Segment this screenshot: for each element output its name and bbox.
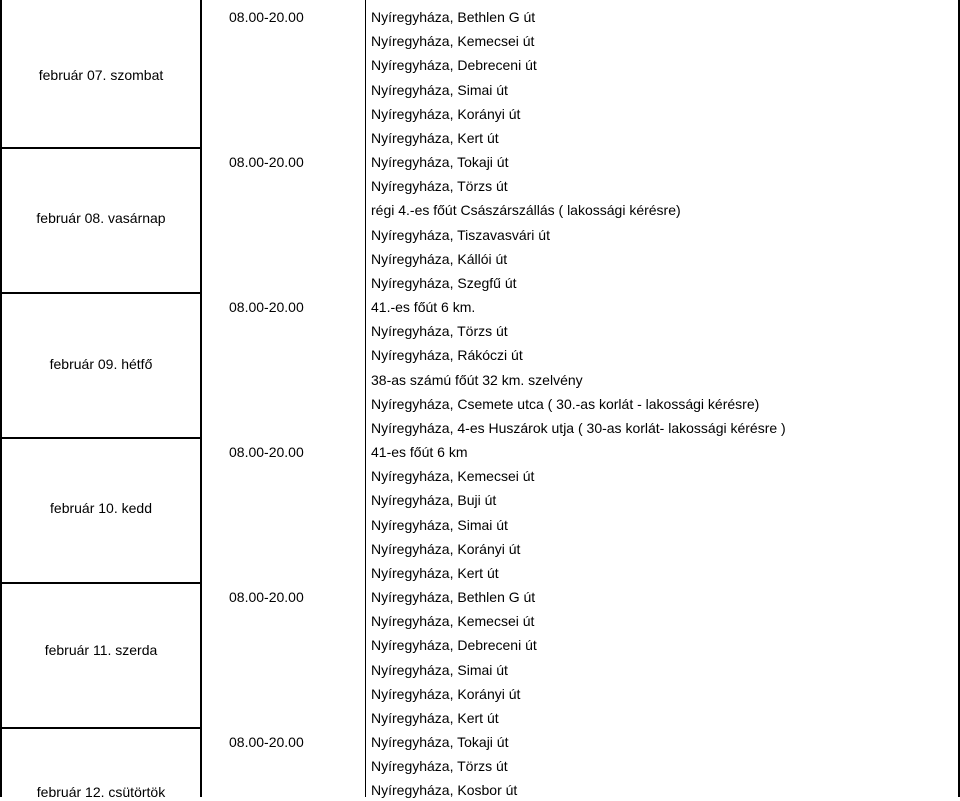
location-row: Nyíregyháza, Kert út	[371, 564, 499, 581]
location-row: Nyíregyháza, Törzs út	[371, 758, 508, 775]
location-row: Nyíregyháza, Tokaji út	[371, 734, 509, 751]
day-separator	[0, 582, 202, 584]
time-range: 08.00-20.00	[229, 734, 304, 751]
location-row: Nyíregyháza, Debreceni út	[371, 57, 537, 74]
location-row: Nyíregyháza, Kosbor út	[371, 782, 518, 799]
location-row: Nyíregyháza, Kemecsei út	[371, 613, 535, 630]
location-row: Nyíregyháza, Simai út	[371, 81, 508, 98]
time-range: 08.00-20.00	[229, 589, 304, 606]
day-separator	[0, 147, 202, 149]
day-label: február 11. szerda	[44, 642, 158, 658]
day-separator	[0, 727, 202, 729]
location-row: Nyíregyháza, Törzs út	[371, 323, 508, 340]
location-row: 38-as számú főút 32 km. szelvény	[371, 371, 583, 388]
location-row: Nyíregyháza, Debreceni út	[371, 637, 537, 654]
location-row: Nyíregyháza, Kert út	[371, 129, 499, 146]
location-row: Nyíregyháza, Korányi út	[371, 105, 521, 122]
location-row: 41.-es főút 6 km.	[371, 299, 476, 316]
time-range: 08.00-20.00	[229, 444, 304, 461]
location-row: Nyíregyháza, 4-es Huszárok utja ( 30-as korlát- lakossági kérésre )	[371, 419, 786, 436]
location-row: Nyíregyháza, Kemecsei út	[371, 33, 535, 50]
location-row: Nyíregyháza, Csemete utca ( 30.-as korlát - lakossági kérésre)	[371, 395, 760, 412]
day-separator	[0, 437, 202, 439]
location-row: Nyíregyháza, Simai út	[371, 516, 508, 533]
time-range: 08.00-20.00	[229, 154, 304, 171]
day-separator	[0, 292, 202, 294]
location-row: Nyíregyháza, Simai út	[371, 661, 508, 678]
location-row: régi 4.-es főút Császárszállás ( lakossági kérésre)	[371, 202, 681, 219]
day-label: február 08. vasárnap	[36, 210, 166, 226]
day-label: február 10. kedd	[50, 500, 152, 516]
location-row: Nyíregyháza, Rákóczi út	[371, 347, 523, 364]
day-label: február 12. csütörtök	[36, 784, 166, 800]
location-row: Nyíregyháza, Kállói út	[371, 250, 508, 267]
location-row: Nyíregyháza, Buji út	[371, 492, 497, 509]
location-row: Nyíregyháza, Kemecsei út	[371, 468, 535, 485]
location-row: Nyíregyháza, Korányi út	[371, 540, 521, 557]
location-row: 41-es főút 6 km	[371, 444, 468, 461]
day-label: február 09. hétfő	[49, 356, 153, 372]
time-range: 08.00-20.00	[229, 299, 304, 316]
location-row: Nyíregyháza, Szegfű út	[371, 274, 517, 291]
location-row: Nyíregyháza, Bethlen G út	[371, 9, 536, 25]
location-row: Nyíregyháza, Bethlen G út	[371, 589, 536, 606]
column-border	[0, 0, 2, 797]
time-range: 08.00-20.00	[229, 9, 304, 25]
column-border	[200, 0, 202, 797]
day-label: február 07. szombat	[38, 67, 164, 83]
location-row: Nyíregyháza, Korányi út	[371, 685, 521, 702]
location-row: Nyíregyháza, Kert út	[371, 709, 499, 726]
location-row: Nyíregyháza, Törzs út	[371, 178, 508, 195]
column-border	[365, 0, 366, 797]
location-row: Nyíregyháza, Tokaji út	[371, 154, 509, 171]
location-row: Nyíregyháza, Tiszavasvári út	[371, 226, 550, 243]
